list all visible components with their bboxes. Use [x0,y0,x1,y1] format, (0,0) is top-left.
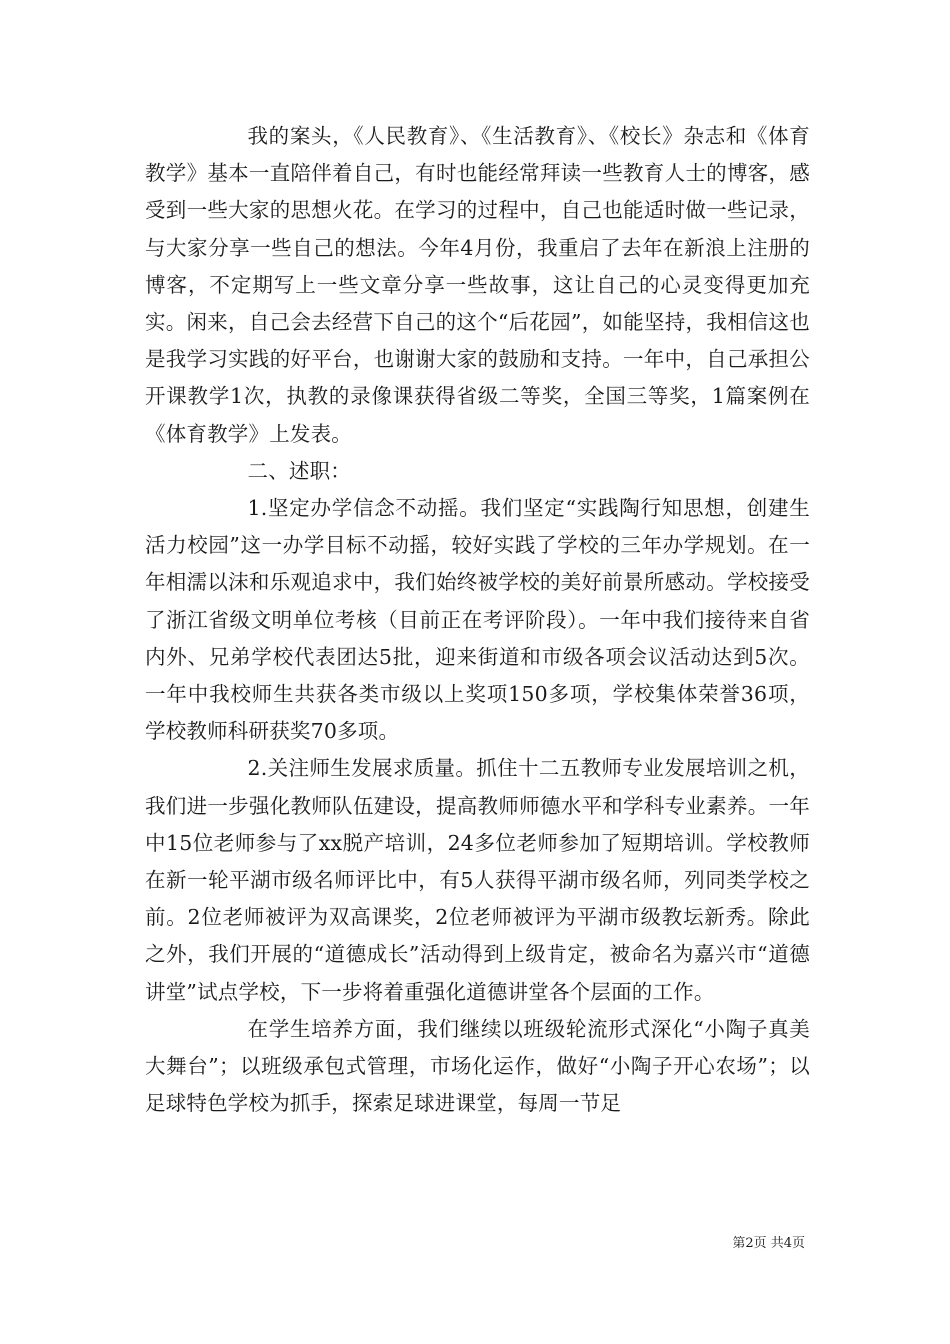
paragraph-student-training: 在学生培养方面，我们继续以班级轮流形式深化“小陶子真美大舞台”；以班级承包式管理，市场化运作，做好“小陶子开心农场”；以足球特色学校为抓手，探索足球进课堂，每周一节足 [145,1016,810,1116]
section-heading-duty: 二、述职： [247,458,351,483]
page-footer: 第2页 共4页 [732,1236,805,1251]
paragraph-reading: 我的案头，《人民教育》、《生活教育》、《校长》杂志和《体育教学》基本一直陪伴着自己，有时也能经常拜读一些教育人士的博客，感受到一些大家的思想火花。在学习的过程中，自己也能适时做一些记录，与大家分享一些自己的想法。今年4月份，我重启了去年在新浪上注册的博客，不定期写上一些文章分享一些故事，这让自己的心灵变得更加充实。闲来，自己会去经营下自己的这个“后花园”，如能坚持，我相信这也是我学习实践的好平台，也谢谢大家的鼓励和支持。一年中，自己承担公开课教学1次，执教的录像课获得省级二等奖，全国三等奖，1篇案例在《体育教学》上发表。 [145,124,810,446]
paragraph-school-belief: 1.坚定办学信念不动摇。我们坚定“实践陶行知思想，创建生活力校园”这一办学目标不动摇，较好实践了学校的三年办学规划。在一年相濡以沫和乐观追求中，我们始终被学校的美好前景所感动。学校接受了浙江省级文明单位考核（目前正在考评阶段）。一年中我们接待来自省内外、兄弟学校代表团达5批，迎来街道和市级各项会议活动达到5次。一年中我校师生共获各类市级以上奖项150多项，学校集体荣誉36项，学校教师科研获奖70多项。 [145,496,810,744]
document-body [145,118,810,1122]
paragraph-teacher-development: 2.关注师生发展求质量。抓住十二五教师专业发展培训之机，我们进一步强化教师队伍建设，提高教师师德水平和学科专业素养。一年中15位老师参与了xx脱产培训，24多位老师参加了短期培训。学校教师在新一轮平湖市级名师评比中，有5人获得平湖市级名师，列同类学校之前。2位老师被评为双高课奖，2位老师被评为平湖市级教坛新秀。除此之外，我们开展的“道德成长”活动得到上级肯定，被命名为嘉兴市“道德讲堂”试点学校，下一步将着重强化道德讲堂各个层面的工作。 [145,756,810,1004]
